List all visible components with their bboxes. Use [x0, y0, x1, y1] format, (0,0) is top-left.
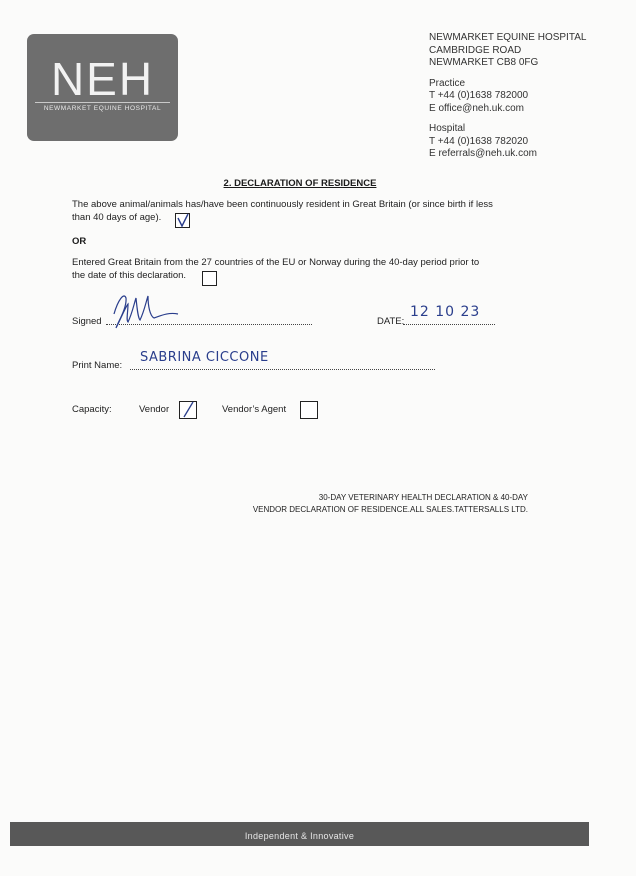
vendors-agent-checkbox[interactable] [300, 401, 318, 419]
address-block [429, 32, 586, 161]
hospital-email: E referrals@neh.uk.com [429, 148, 537, 159]
option2-line2: the date of this declaration. [72, 269, 187, 281]
date-label: DATE: [377, 316, 405, 327]
form-reference [148, 492, 528, 516]
address-line: CAMBRIDGE ROAD [429, 44, 522, 56]
option2-line1: Entered Great Britain from the 27 countries of the EU or Norway during the 40-day period prior to [72, 257, 480, 268]
tagline: Independent & Innovative [244, 831, 355, 841]
option1-line1: The above animal/animals has/have been continuously resident in Great Britain (or since birth if less [72, 199, 493, 210]
date-line [403, 324, 495, 325]
logo-letters: NEH [50, 53, 155, 105]
option2-checkbox[interactable] [202, 271, 217, 286]
form-reference-line1: 30-DAY VETERINARY HEALTH DECLARATION & 40-DAY [318, 493, 528, 502]
footer-bar [10, 822, 589, 846]
section-heading: 2. DECLARATION OF RESIDENCE [223, 178, 377, 189]
date-value: 12 10 23 [410, 304, 481, 320]
vendor-checkbox[interactable] [179, 401, 197, 419]
practice-phone: T +44 (0)1638 782000 [429, 90, 529, 101]
practice-email: E office@neh.uk.com [429, 102, 525, 114]
logo-subtitle: NEWMARKET EQUINE HOSPITAL [35, 102, 170, 112]
print-name-value: SABRINA CICCONE [140, 350, 269, 365]
option1-text [72, 199, 493, 224]
checkmark-icon [175, 213, 190, 228]
slash-mark-icon [179, 401, 197, 419]
hospital-label: Hospital [429, 123, 466, 134]
signed-label: Signed [72, 316, 102, 327]
print-name-label: Print Name: [72, 360, 123, 371]
vendors-agent-label: Vendor’s Agent [222, 404, 287, 415]
option1-checkbox[interactable] [175, 213, 190, 228]
vendor-label: Vendor [139, 404, 170, 415]
address-line: NEWMARKET EQUINE HOSPITAL [429, 32, 587, 43]
print-name-line [130, 369, 435, 370]
signature-image [104, 290, 184, 332]
neh-logo [27, 34, 178, 141]
option1-line2: than 40 days of age). [72, 211, 162, 223]
form-reference-line2: VENDOR DECLARATION OF RESIDENCE.ALL SALES.TATTERSALLS LTD. [252, 505, 528, 514]
practice-label: Practice [429, 77, 466, 89]
capacity-label: Capacity: [72, 404, 112, 415]
address-line: NEWMARKET CB8 0FG [429, 57, 539, 68]
hospital-phone: T +44 (0)1638 782020 [429, 135, 529, 147]
or-label: OR [72, 236, 87, 247]
option2-text [72, 257, 479, 282]
